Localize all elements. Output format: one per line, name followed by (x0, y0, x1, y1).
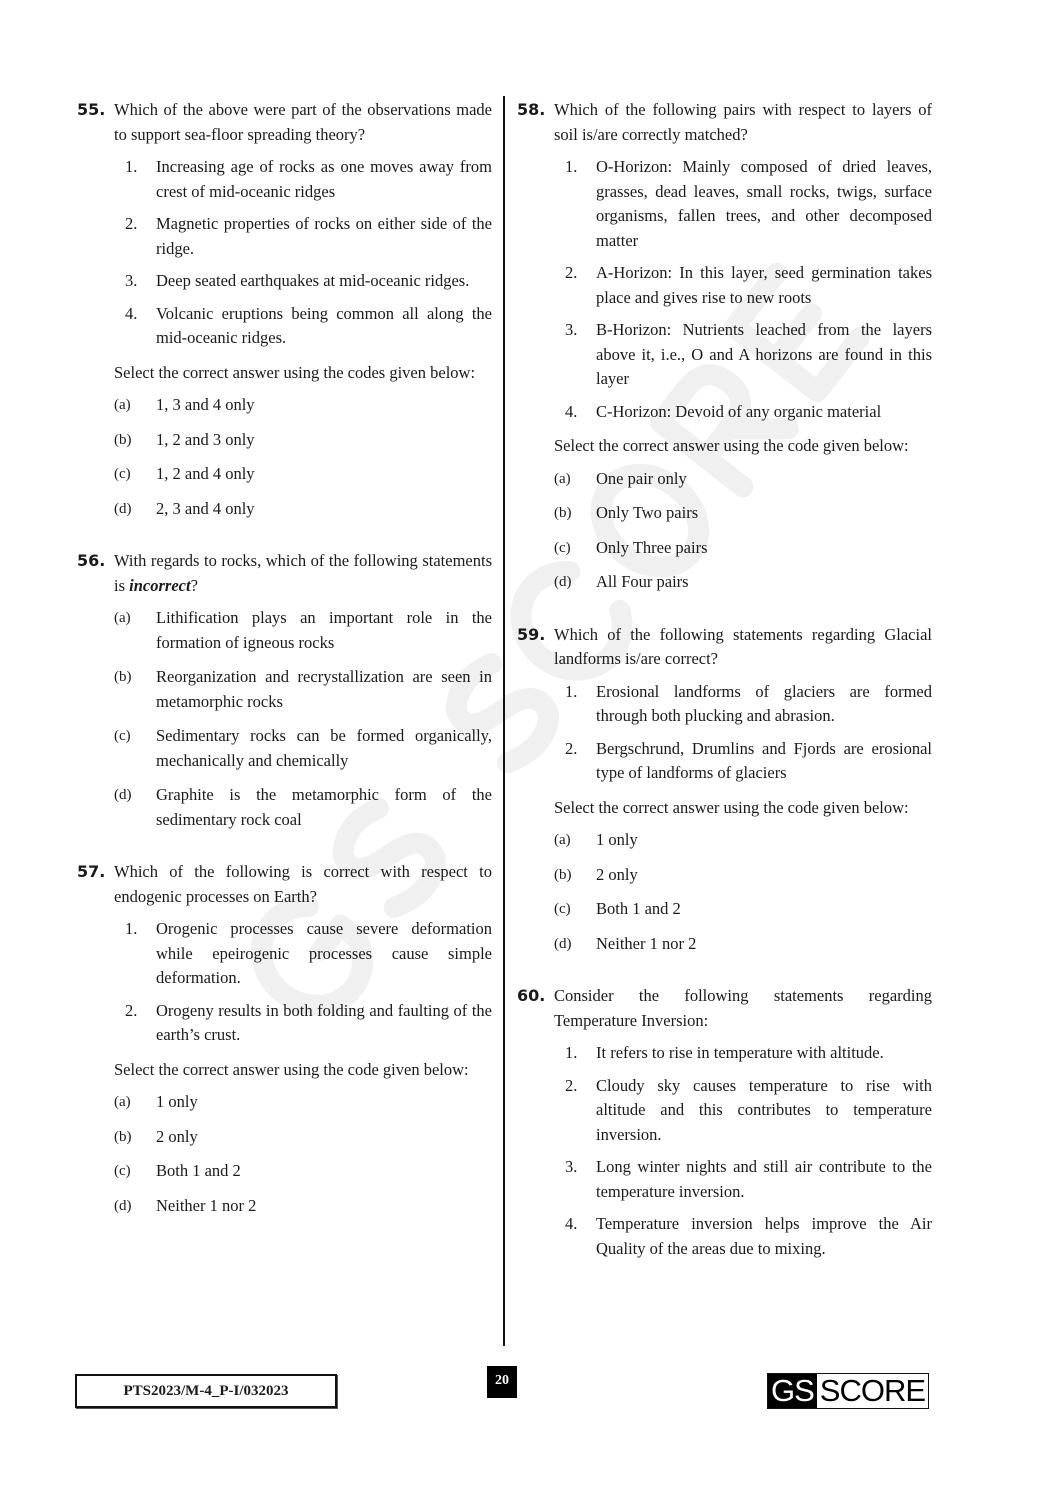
question-stem (114, 549, 492, 598)
option-text: 1, 2 and 3 only (156, 429, 255, 449)
statement-list (554, 680, 932, 786)
statement-number: 1. (565, 681, 578, 701)
statement (554, 155, 932, 253)
statement-number: 1. (125, 919, 138, 938)
answer-option (554, 932, 932, 957)
question (515, 98, 932, 595)
statement (554, 1155, 932, 1204)
option-text: 2 only (156, 1126, 198, 1146)
statement (554, 1212, 932, 1261)
option-letter: (c) (114, 466, 131, 482)
answer-option (554, 467, 932, 492)
question-number: 60. (517, 986, 546, 1005)
answer-instruction: Select the correct answer using the code given below: (114, 1059, 469, 1079)
stem-text: Consider the following statements regarding Temperature Inversion: (554, 986, 932, 1030)
statement (554, 261, 932, 310)
answer-option (114, 497, 492, 522)
statement-number: 4. (125, 303, 138, 323)
option-text: 1 only (156, 1092, 198, 1111)
option-list (114, 606, 492, 832)
statement-text: Orogenic processes cause severe deformation while epeirogenic processes cause simple deformation. (156, 919, 492, 987)
option-list (114, 393, 492, 521)
answer-option (114, 606, 492, 655)
answer-option (554, 536, 932, 561)
option-letter: (c) (114, 1163, 131, 1179)
option-text: Neither 1 nor 2 (156, 1195, 257, 1215)
statement-number: 2. (565, 738, 578, 758)
question-stem (114, 98, 492, 147)
statement-number: 3. (565, 1157, 578, 1176)
answer-option (114, 1194, 492, 1219)
statement-number: 3. (125, 271, 138, 290)
option-text: Both 1 and 2 (596, 899, 681, 918)
statement (114, 999, 492, 1048)
answer-option (114, 1125, 492, 1150)
answer-instruction: Select the correct answer using the codes given below: (114, 362, 476, 382)
option-text: Graphite is the metamorphic form of the sedimentary rock coal (156, 785, 492, 829)
stem-end: ? (190, 575, 198, 595)
statement-text: Temperature inversion helps improve the Air Quality of the areas due to mixing. (596, 1214, 932, 1258)
option-letter: (d) (554, 574, 572, 590)
statement (114, 302, 492, 351)
stem-text: Which of the following is correct with respect to endogenic processes on Earth? (114, 862, 492, 906)
statement-text: Bergschrund, Drumlins and Fjords are erosional type of landforms of glaciers (596, 738, 932, 782)
stem-text: With regards to rocks, which of the following statements is (114, 551, 492, 595)
statement-text: Cloudy sky causes temperature to rise with altitude and this contributes to temperature inversion. (596, 1075, 932, 1144)
option-list (114, 1090, 492, 1218)
statement-text: C-Horizon: Devoid of any organic material (596, 401, 882, 421)
question-number: 56. (77, 551, 106, 570)
statement-text: Erosional landforms of glaciers are formed through both plucking and abrasion. (596, 681, 932, 725)
statement-text: Long winter nights and still air contribute to the temperature inversion. (596, 1157, 932, 1201)
option-text: 2, 3 and 4 only (156, 498, 255, 518)
option-letter: (b) (554, 866, 572, 883)
option-text: Neither 1 nor 2 (596, 933, 697, 953)
option-text: Lithification plays an important role in the formation of igneous rocks (156, 608, 492, 652)
answer-option (114, 428, 492, 453)
statement (554, 1074, 932, 1148)
right-column (515, 98, 932, 1289)
statement-text: O-Horizon: Mainly composed of dried leaves, grasses, dead leaves, small rocks, twigs, surface organisms, fallen trees, and other decomposed matter (596, 157, 932, 250)
statement-list (554, 1041, 932, 1261)
statement-list (554, 155, 932, 424)
statement-number: 4. (565, 401, 578, 421)
question-number: 57. (77, 862, 106, 881)
column-divider (503, 96, 505, 1346)
answer-option (114, 665, 492, 714)
logo-gs: GS (768, 1374, 817, 1408)
option-list (554, 467, 932, 595)
paper-code: PTS2023/M-4_P-I/032023 (75, 1374, 337, 1408)
page-number: 20 (487, 1366, 517, 1398)
question-stem (554, 98, 932, 147)
stem-emphasis: incorrect (129, 575, 191, 595)
answer-option (554, 501, 932, 526)
option-letter: (a) (554, 832, 571, 848)
statement (554, 400, 932, 425)
statement-number: 1. (565, 1043, 578, 1062)
option-letter: (b) (114, 1128, 132, 1145)
answer-option (554, 897, 932, 922)
statement-text: It refers to rise in temperature with altitude. (596, 1043, 884, 1062)
statement-text: Orogeny results in both folding and faulting of the earth’s crust. (156, 1000, 492, 1044)
statement (114, 269, 492, 294)
statement-text: Volcanic eruptions being common all along the mid-oceanic ridges. (156, 303, 492, 347)
answer-option (114, 462, 492, 487)
answer-option (114, 1159, 492, 1184)
question (75, 549, 492, 832)
statement (554, 1041, 932, 1066)
option-letter: (d) (554, 935, 572, 952)
statement (554, 737, 932, 786)
option-letter: (d) (114, 500, 132, 517)
question (75, 98, 492, 521)
option-text: All Four pairs (596, 572, 689, 591)
statement-number: 2. (125, 214, 138, 233)
question (75, 860, 492, 1218)
option-text: 1 only (596, 830, 638, 849)
statement-text: B-Horizon: Nutrients leached from the layers above it, i.e., O and A horizons are found in this layer (596, 320, 932, 388)
answer-option (114, 783, 492, 832)
option-text: Only Two pairs (596, 503, 699, 522)
question (515, 984, 932, 1261)
option-text: Both 1 and 2 (156, 1161, 241, 1180)
answer-instruction: Select the correct answer using the code given below: (554, 436, 909, 455)
statement-text: Deep seated earthquakes at mid-oceanic ridges. (156, 271, 470, 290)
statement-text: Magnetic properties of rocks on either side of the ridge. (156, 214, 492, 258)
option-letter: (a) (114, 610, 131, 626)
statement-number: 2. (125, 1000, 138, 1020)
answer-option (114, 724, 492, 773)
answer-option (554, 863, 932, 888)
statement-number: 2. (565, 1075, 578, 1095)
answer-option (114, 1090, 492, 1115)
statement-text: Increasing age of rocks as one moves away from crest of mid-oceanic ridges (156, 157, 492, 201)
option-text: Reorganization and recrystallization are seen in metamorphic rocks (156, 667, 492, 711)
option-letter: (c) (554, 539, 571, 556)
gs-score-logo (767, 1373, 929, 1409)
statement-list (114, 155, 492, 351)
left-column (75, 98, 492, 1246)
answer-option (554, 828, 932, 853)
answer-option (114, 393, 492, 418)
option-letter: (d) (114, 787, 132, 803)
stem-text: Which of the following pairs with respect to layers of soil is/are correctly matched? (554, 100, 932, 144)
option-list (554, 828, 932, 956)
stem-text: Which of the following statements regarding Glacial landforms is/are correct? (554, 624, 932, 668)
option-letter: (b) (554, 505, 572, 521)
statement (114, 212, 492, 261)
option-text: 1, 3 and 4 only (156, 395, 255, 414)
question-number: 59. (517, 624, 546, 644)
statement (554, 680, 932, 729)
statement (554, 318, 932, 392)
statement-number: 4. (565, 1214, 578, 1233)
question-stem (114, 860, 492, 909)
option-letter: (a) (554, 470, 571, 487)
statement-list (114, 917, 492, 1048)
question-stem (554, 623, 932, 672)
option-letter: (b) (114, 431, 132, 448)
option-text: 2 only (596, 864, 638, 884)
option-text: One pair only (596, 468, 687, 488)
question-number: 58. (517, 100, 546, 119)
statement (114, 155, 492, 204)
option-text: Only Three pairs (596, 537, 708, 557)
answer-instruction: Select the correct answer using the code given below: (554, 797, 909, 817)
question-number: 55. (77, 100, 106, 119)
option-text: 1, 2 and 4 only (156, 464, 255, 483)
option-letter: (c) (114, 728, 131, 744)
option-letter: (b) (114, 669, 132, 685)
question-stem (554, 984, 932, 1033)
statement-number: 3. (565, 320, 578, 339)
statement-number: 1. (125, 157, 138, 176)
logo-score: SCORE (819, 1373, 926, 1408)
option-letter: (c) (554, 901, 571, 917)
statement-number: 2. (565, 263, 578, 282)
option-letter: (a) (114, 1094, 131, 1110)
statement (114, 917, 492, 991)
option-letter: (d) (114, 1197, 132, 1214)
answer-option (554, 570, 932, 595)
stem-text: Which of the above were part of the observations made to support sea-floor spreading theory? (114, 100, 492, 144)
option-text: Sedimentary rocks can be formed organically, mechanically and chemically (156, 726, 492, 770)
statement-number: 1. (565, 157, 578, 176)
option-letter: (a) (114, 397, 131, 413)
question (515, 623, 932, 957)
statement-text: A-Horizon: In this layer, seed germination takes place and gives rise to new roots (596, 263, 932, 307)
